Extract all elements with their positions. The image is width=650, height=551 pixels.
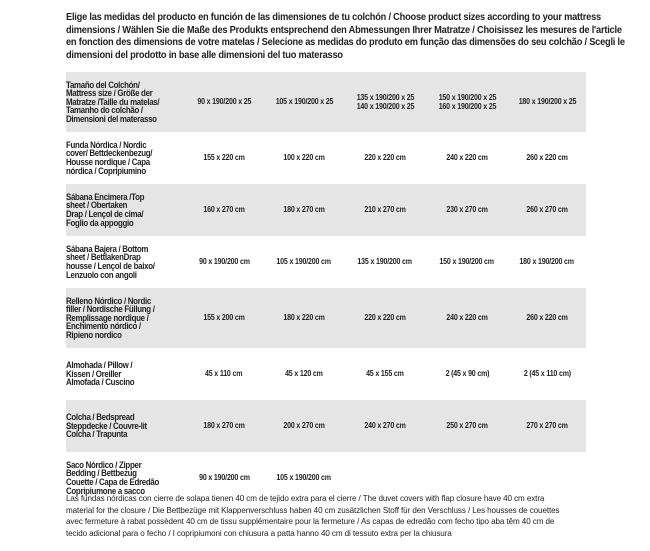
size-cell bbox=[344, 184, 426, 236]
size-value bbox=[283, 153, 324, 163]
size-value bbox=[366, 369, 404, 379]
row-label bbox=[66, 400, 184, 452]
size-value bbox=[445, 369, 489, 379]
row-label-line: Lenzuolo con angoli bbox=[66, 269, 137, 280]
row-label-line: Remplissage nordique / bbox=[66, 312, 149, 323]
size-value-line: 160 x 270 cm bbox=[203, 205, 245, 215]
row-label-line: Steppdecke / Couvre-lit bbox=[66, 420, 147, 431]
size-value-line: 135 x 190/200 x 25 bbox=[356, 92, 414, 102]
row-label-line: nórdica / Copripiumino bbox=[66, 165, 146, 176]
size-value-line: 155 x 200 cm bbox=[203, 313, 245, 323]
size-value bbox=[438, 93, 496, 112]
size-value-line: 230 x 270 cm bbox=[446, 205, 488, 215]
size-cell bbox=[184, 288, 264, 348]
footnote-line: Las fundas nórdicas con cierre de solapa tienen 40 cm de tejido extra para el cierre / The duvet covers with flap closure have 40 cm extra bbox=[66, 493, 545, 503]
size-value-line: 250 x 270 cm bbox=[446, 421, 488, 431]
size-value-line: 240 x 220 cm bbox=[446, 153, 488, 163]
size-value bbox=[203, 421, 244, 431]
row-label-line: Couette / Capa de Edredão bbox=[66, 477, 160, 487]
size-cell bbox=[184, 348, 264, 400]
size-value bbox=[356, 93, 414, 112]
size-value-line: 150 x 190/200 x 25 bbox=[438, 92, 496, 102]
row-label-line: Kissen / Oreiller bbox=[66, 368, 122, 379]
size-value bbox=[526, 421, 567, 431]
row-label-line: Almohada / Pillow / bbox=[66, 360, 133, 371]
size-value bbox=[446, 153, 487, 163]
size-value bbox=[518, 97, 576, 107]
row-label-line: Bedding / Bettbezug bbox=[66, 468, 137, 479]
size-value bbox=[446, 313, 487, 323]
size-value bbox=[283, 313, 324, 323]
size-value-line: 105 x 190/200 cm bbox=[276, 257, 332, 267]
size-cell bbox=[508, 288, 586, 348]
size-value-line: 45 x 120 cm bbox=[285, 369, 323, 379]
size-cell bbox=[184, 400, 264, 452]
size-value-line: 105 x 190/200 cm bbox=[276, 473, 332, 483]
size-value bbox=[277, 257, 331, 267]
size-value bbox=[523, 369, 570, 379]
size-value bbox=[203, 205, 244, 215]
size-value-line: 45 x 155 cm bbox=[366, 369, 404, 379]
size-value-line: 180 x 220 cm bbox=[283, 313, 325, 323]
size-value-line: 220 x 220 cm bbox=[364, 153, 406, 163]
row-label-line: Ripieno nordico bbox=[66, 329, 122, 340]
size-value bbox=[205, 369, 242, 379]
size-value-line: 150 x 190/200 cm bbox=[439, 257, 495, 267]
size-value bbox=[277, 473, 331, 483]
size-cell bbox=[426, 132, 508, 184]
footnote bbox=[66, 493, 568, 539]
size-cell bbox=[508, 184, 586, 236]
row-label-line: Funda Nórdica / Nordic bbox=[66, 139, 147, 150]
table-row bbox=[66, 236, 586, 288]
row-label-text bbox=[66, 461, 161, 495]
size-cell bbox=[264, 348, 344, 400]
size-cell bbox=[184, 184, 264, 236]
size-value-line: 90 x 190/200 x 25 bbox=[197, 97, 251, 107]
size-value-line: 220 x 220 cm bbox=[364, 313, 406, 323]
size-value bbox=[364, 205, 405, 215]
table-row bbox=[66, 348, 586, 400]
row-label-line: housse / Lençol de baixo/ bbox=[66, 261, 155, 271]
row-label-line: Colcha / Bedspread bbox=[66, 412, 135, 423]
size-value-line: 200 x 270 cm bbox=[283, 421, 325, 431]
size-value bbox=[526, 313, 567, 323]
size-value-line: 260 x 220 cm bbox=[526, 313, 568, 323]
size-value-line: 180 x 190/200 cm bbox=[519, 257, 575, 267]
size-value-line: 240 x 220 cm bbox=[446, 313, 488, 323]
size-cell bbox=[184, 72, 264, 132]
row-label-line: Relleno Nórdico / Nordic bbox=[66, 295, 151, 306]
row-label bbox=[66, 132, 184, 184]
row-label-line: Sábana Encimera /Top bbox=[66, 191, 145, 202]
size-cell bbox=[264, 72, 344, 132]
intro-line: dimensioni del prodotto in base alle dimensioni del tuo materasso bbox=[66, 49, 343, 61]
row-label-line: Matratze /Taille du matelas/ bbox=[66, 96, 160, 107]
size-cell bbox=[508, 348, 586, 400]
row-label-line: Drap / Lençol de cima/ bbox=[66, 209, 144, 219]
row-label-text bbox=[66, 141, 161, 175]
row-label-line: Colcha / Trapunta bbox=[66, 429, 128, 440]
size-value bbox=[283, 421, 324, 431]
row-label bbox=[66, 348, 184, 400]
size-value bbox=[197, 97, 251, 107]
size-value-line: 105 x 190/200 x 25 bbox=[275, 97, 333, 107]
row-label-line: sheet / Obertaken bbox=[66, 200, 128, 211]
size-value bbox=[199, 473, 250, 483]
row-label-line: cover/ Bettdeckenbezug/ bbox=[66, 148, 153, 159]
size-value-line: 90 x 190/200 cm bbox=[198, 473, 250, 483]
size-cell bbox=[426, 184, 508, 236]
row-label bbox=[66, 236, 184, 288]
size-cell bbox=[344, 348, 426, 400]
size-value-line: 180 x 270 cm bbox=[203, 421, 245, 431]
size-value-line: 100 x 220 cm bbox=[283, 153, 325, 163]
size-value-line: 210 x 270 cm bbox=[364, 205, 406, 215]
size-cell bbox=[344, 400, 426, 452]
size-value bbox=[364, 153, 405, 163]
size-value-line: 260 x 220 cm bbox=[526, 153, 568, 163]
size-cell bbox=[184, 236, 264, 288]
row-label bbox=[66, 288, 184, 348]
size-cell bbox=[264, 184, 344, 236]
table-row bbox=[66, 184, 586, 236]
intro-text bbox=[66, 12, 625, 62]
size-value-line: 2 (45 x 110 cm) bbox=[523, 369, 571, 379]
size-value bbox=[526, 205, 567, 215]
footnote-line: avec fermeture à rabat possèdent 40 cm de tissu supplémentaire pour la fermeture / As capas de edredão com fecho tipo aba têm 40 cm de bbox=[66, 516, 555, 527]
size-value-line: 160 x 190/200 x 25 bbox=[438, 102, 496, 111]
row-label-line: Sábana Bajera / Bottom bbox=[66, 243, 149, 254]
size-value-line: 90 x 190/200 cm bbox=[198, 257, 250, 267]
footnote-line: tecido adicional para o fecho / I copripiumoni con chiusura a patta hanno 40 cm di tessuto extra per la chiusura bbox=[66, 527, 452, 538]
table-row bbox=[66, 132, 586, 184]
table-row bbox=[66, 288, 586, 348]
size-value bbox=[446, 421, 487, 431]
size-cell bbox=[344, 132, 426, 184]
size-cell bbox=[344, 288, 426, 348]
size-cell bbox=[508, 400, 586, 452]
size-value bbox=[520, 257, 574, 267]
size-value-line: 180 x 270 cm bbox=[283, 205, 325, 215]
size-table bbox=[66, 72, 586, 504]
size-value-line: 155 x 220 cm bbox=[203, 153, 245, 163]
size-value bbox=[358, 257, 412, 267]
size-cell bbox=[508, 72, 586, 132]
size-cell bbox=[426, 288, 508, 348]
row-label-text bbox=[66, 245, 161, 279]
size-value bbox=[283, 205, 324, 215]
size-value-line: 135 x 190/200 cm bbox=[357, 257, 413, 267]
row-label-line: Saco Nórdico / Zipper bbox=[66, 459, 142, 470]
size-value bbox=[440, 257, 494, 267]
size-value-line: 45 x 110 cm bbox=[205, 369, 243, 379]
size-cell bbox=[426, 236, 508, 288]
size-table-body bbox=[66, 72, 586, 504]
size-value bbox=[364, 421, 405, 431]
table-row bbox=[66, 72, 586, 132]
size-cell bbox=[508, 132, 586, 184]
size-cell bbox=[184, 132, 264, 184]
intro-line: Elige las medidas del producto en función de las dimensiones de tu colchón / Choose product sizes according to your mattress bbox=[66, 12, 601, 23]
size-value bbox=[364, 313, 405, 323]
row-label-line: Enchimento nórdico / bbox=[66, 321, 141, 332]
row-label-text bbox=[66, 413, 161, 439]
row-label bbox=[66, 184, 184, 236]
size-cell bbox=[426, 348, 508, 400]
row-label-line: Copripiumone a sacco bbox=[66, 485, 145, 496]
row-label-line: Tamanho do colchão / bbox=[66, 105, 143, 116]
row-label-line: Tamaño del Colchón/ bbox=[66, 79, 140, 90]
size-value-line: 180 x 190/200 x 25 bbox=[518, 97, 576, 107]
size-cell bbox=[264, 400, 344, 452]
row-label-line: Mattress size / Größe der bbox=[66, 88, 153, 99]
size-cell bbox=[264, 132, 344, 184]
size-value bbox=[285, 369, 323, 379]
size-cell bbox=[264, 288, 344, 348]
size-value-line: 260 x 270 cm bbox=[526, 205, 568, 215]
size-value bbox=[446, 205, 487, 215]
size-cell bbox=[264, 236, 344, 288]
row-label bbox=[66, 72, 184, 132]
size-value bbox=[526, 153, 567, 163]
row-label-text bbox=[66, 361, 161, 387]
size-value bbox=[203, 153, 244, 163]
size-cell bbox=[426, 72, 508, 132]
row-label-line: Dimensioni del materasso bbox=[66, 113, 157, 124]
footnote-line: material for the closure / Die Bettbezüge mit Klappenverschluss haben 40 cm zusätzlichen Stoff für den Verschluss / Les housses de couettes bbox=[66, 504, 560, 515]
row-label-line: sheet / BettlakenDrap bbox=[66, 252, 141, 263]
size-cell bbox=[344, 72, 426, 132]
row-label-line: filler / Nordische Füllung / bbox=[66, 304, 155, 315]
size-cell bbox=[426, 400, 508, 452]
row-label-text bbox=[66, 297, 161, 340]
size-cell bbox=[508, 236, 586, 288]
row-label-line: Housse nordique / Capa bbox=[66, 157, 150, 167]
row-label-line: Foglio da appoggio bbox=[66, 217, 134, 228]
size-value-line: 270 x 270 cm bbox=[526, 421, 568, 431]
size-cell bbox=[344, 236, 426, 288]
size-value-line: 140 x 190/200 x 25 bbox=[356, 102, 414, 111]
table-row bbox=[66, 400, 586, 452]
size-value bbox=[275, 97, 333, 107]
intro-line: en fonction des dimensions de votre matelas / Selecione as medidas do produto em função das dimensões do seu colchão / Scegli le bbox=[66, 37, 625, 49]
row-label-line: Almofada / Cuscino bbox=[66, 377, 135, 388]
intro-line: dimensions / Wählen Sie die Maße des Produkts entsprechend den Abmessungen Ihrer Matratze / Choisissez les mesures de l'article bbox=[66, 24, 622, 36]
row-label-text bbox=[66, 81, 161, 124]
row-label-text bbox=[66, 193, 161, 227]
size-value bbox=[203, 313, 244, 323]
size-value-line: 2 (45 x 90 cm) bbox=[445, 369, 489, 379]
size-value bbox=[199, 257, 250, 267]
size-value-line: 240 x 270 cm bbox=[364, 421, 406, 431]
